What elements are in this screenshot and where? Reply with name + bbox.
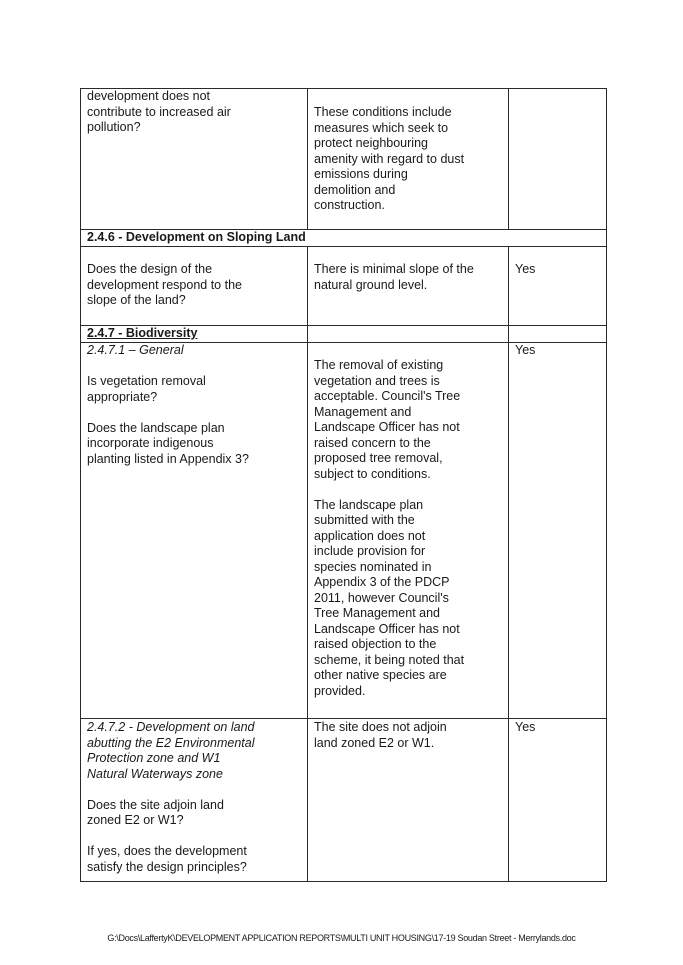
comment-line: provided. [314,683,366,698]
section-heading [81,326,308,343]
question-line: Does the site adjoin land [87,797,224,812]
comment-line: raised concern to the [314,435,431,450]
status-cell [509,89,607,230]
status-cell [509,247,607,326]
subsection-title: Protection zone and W1 [87,751,221,765]
comment-line: natural ground level. [314,277,428,292]
section-heading [81,230,607,247]
comment-line: 2011, however Council's [314,590,449,605]
comment-line: There is minimal slope of the [314,262,474,276]
table-row [81,719,607,882]
comment-line: Management and [314,404,412,419]
comment-cell [308,247,509,326]
status-value: Yes [515,720,536,734]
status-cell [509,343,607,719]
comment-line: raised objection to the [314,637,437,651]
assessment-table [80,88,607,882]
question-line: Does the landscape plan [87,420,225,435]
comment-line: acceptable. Council's Tree [314,389,461,403]
comment-line: application does not [314,528,426,543]
question-line: incorporate indigenous [87,436,214,450]
question-line: contribute to increased air [87,104,231,119]
table-row [81,89,607,230]
section-title: 2.4.7 - Biodiversity [87,326,198,340]
comment-line: other native species are [314,668,447,682]
question-line: zoned E2 or W1? [87,813,184,827]
comment-line: emissions during [314,167,408,181]
comment-line: The site does not adjoin [314,720,447,734]
comment-line: demolition and [314,182,396,197]
comment-line: submitted with the [314,513,415,527]
comment-line: include provision for [314,544,426,558]
question-line: development respond to the [87,277,242,292]
question-cell [81,247,308,326]
document-footer-path: G:\Docs\LaffertyK\DEVELOPMENT APPLICATION REPORTS\MULTI UNIT HOUSING\17-19 Soudan Street - Merrylands.doc [107,933,576,943]
comment-line: measures which seek to [314,120,449,135]
comment-line: The removal of existing [314,358,444,372]
comment-line: vegetation and trees is [314,373,440,388]
question-line: appropriate? [87,389,158,404]
comment-line: Landscape Officer has not [314,420,460,434]
question-line: slope of the land? [87,293,186,307]
question-cell [81,343,308,719]
comment-line: proposed tree removal, [314,451,443,465]
question-line: Does the design of the [87,262,213,276]
status-value: Yes [515,343,536,357]
comment-line: amenity with regard to dust [314,151,465,166]
question-line: Is vegetation removal [87,374,206,388]
question-line: If yes, does the development [87,844,247,858]
comment-line: species nominated in [314,559,432,574]
subsection-title: 2.4.7.1 – General [87,343,184,357]
section-title: 2.4.6 - Development on Sloping Land [87,230,306,244]
comment-line: construction. [314,198,385,212]
empty-cell [308,326,509,343]
comment-line: These conditions include [314,105,452,119]
section-header-row [81,230,607,247]
status-value: Yes [515,262,536,276]
comment-cell [308,719,509,882]
question-line: planting listed in Appendix 3? [87,451,249,466]
comment-line: Appendix 3 of the PDCP [314,575,450,589]
comment-line: Landscape Officer has not [314,621,460,636]
question-line: pollution? [87,120,141,134]
comment-cell [308,343,509,719]
status-cell [509,719,607,882]
table-row [81,343,607,719]
subsection-title: 2.4.7.2 - Development on land [87,720,255,734]
question-line: satisfy the design principles? [87,859,247,874]
comment-line: The landscape plan [314,497,424,512]
comment-line: land zoned E2 or W1. [314,735,435,750]
section-header-row [81,326,607,343]
comment-line: scheme, it being noted that [314,652,465,667]
comment-line: subject to conditions. [314,466,431,481]
empty-cell [509,326,607,343]
table-row [81,247,607,326]
question-cell [81,719,308,882]
comment-line: protect neighbouring [314,136,428,150]
comment-line: Tree Management and [314,606,441,620]
comment-cell [308,89,509,230]
question-line: development does not [87,89,211,103]
subsection-title: abutting the E2 Environmental [87,735,255,750]
subsection-title: Natural Waterways zone [87,766,223,781]
question-cell [81,89,308,230]
